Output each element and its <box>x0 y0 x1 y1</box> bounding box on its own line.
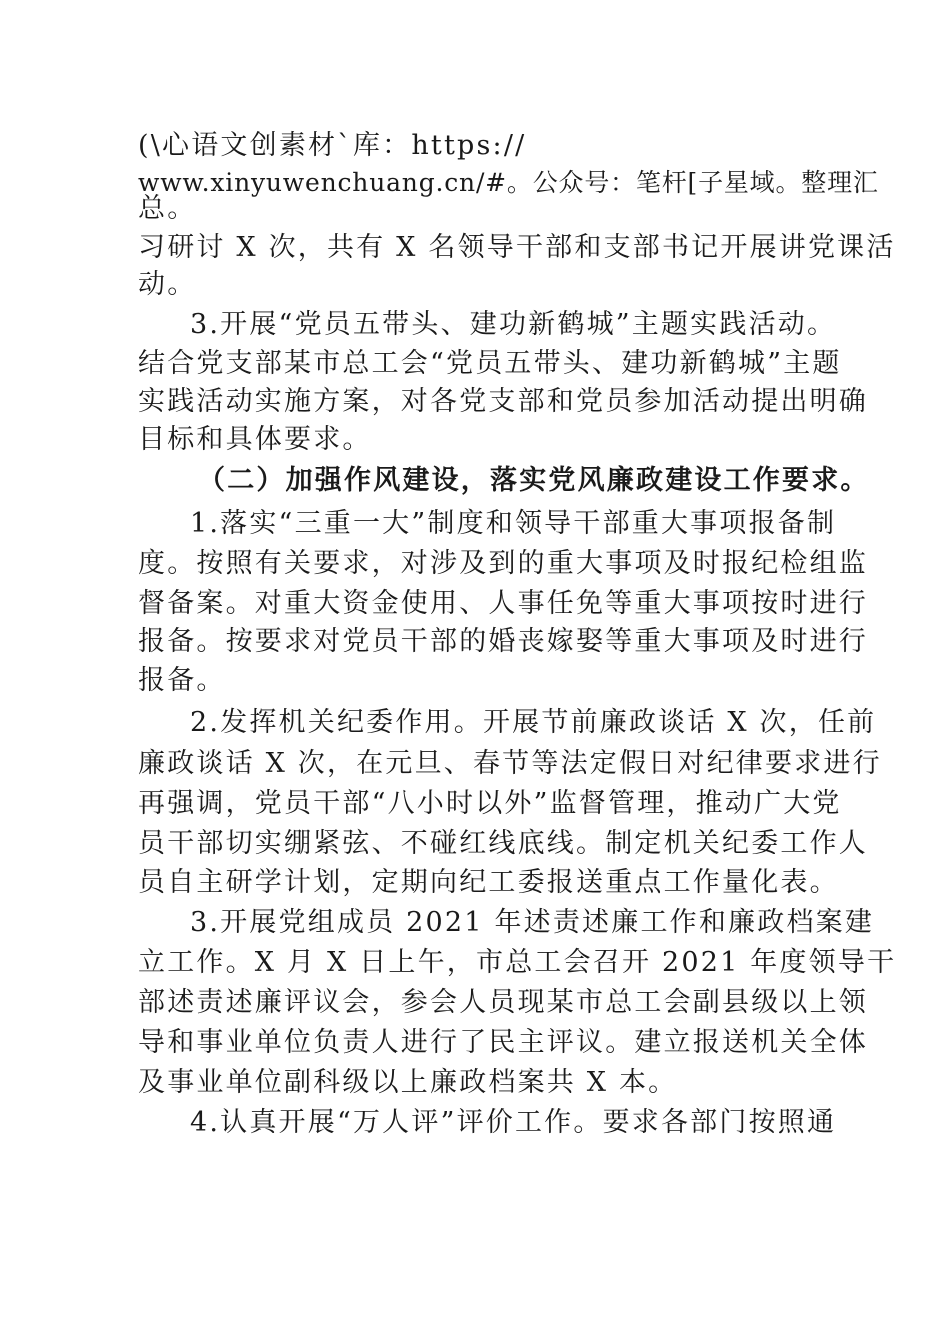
body-line: 廉政谈话 X 次，在元旦、春节等法定假日对纪律要求进行 <box>138 748 882 779</box>
body-line: 目标和具体要求。 <box>138 424 372 455</box>
body-line: 报备。 <box>138 665 226 696</box>
body-line: 4.认真开展“万人评”评价工作。要求各部门按照通 <box>190 1107 837 1138</box>
body-line: 员自主研学计划，定期向纪工委报送重点工作量化表。 <box>138 867 839 898</box>
watermark-line: www.xinyuwenchuang.cn/#。公众号：笔杆[子星域。整理汇 <box>138 168 879 197</box>
body-line: 员干部切实绷紧弦、不碰红线底线。制定机关纪委工作人 <box>138 828 868 859</box>
body-line: 2.发挥机关纪委作用。开展节前廉政谈话 X 次，任前 <box>190 707 877 738</box>
body-line: 结合党支部某市总工会“党员五带头、建功新鹤城”主题 <box>138 348 842 379</box>
body-line: 导和事业单位负责人进行了民主评议。建立报送机关全体 <box>138 1027 868 1058</box>
body-line: 1.落实“三重一大”制度和领导干部重大事项报备制 <box>190 508 837 539</box>
body-line: 3.开展党组成员 2021 年述责述廉工作和廉政档案建 <box>190 907 875 938</box>
body-line: 及事业单位副科级以上廉政档案共 X 本。 <box>138 1067 678 1098</box>
body-line: 实践活动实施方案，对各党支部和党员参加活动提出明确 <box>138 386 868 417</box>
body-line: 度。按照有关要求，对涉及到的重大事项及时报纪检组监 <box>138 548 868 579</box>
body-line: 督备案。对重大资金使用、人事任免等重大事项按时进行 <box>138 588 868 619</box>
watermark-line: 总。 <box>138 193 197 224</box>
body-line: 再强调，党员干部“八小时以外”监督管理，推动广大党 <box>138 788 842 819</box>
body-line: 动。 <box>138 269 197 300</box>
section-heading: （二）加强作风建设，落实党风廉政建设工作要求。 <box>198 465 870 496</box>
body-line: 部述责述廉评议会，参会人员现某市总工会副县级以上领 <box>138 987 868 1018</box>
body-line: 立工作。X 月 X 日上午，市总工会召开 2021 年度领导干 <box>138 947 897 978</box>
body-line: 习研讨 X 次，共有 X 名领导干部和支部书记开展讲党课活 <box>138 232 896 263</box>
watermark-line: (\心语文创素材`库：https:// <box>138 130 527 161</box>
body-line: 报备。按要求对党员干部的婚丧嫁娶等重大事项及时进行 <box>138 626 868 657</box>
body-line: 3.开展“党员五带头、建功新鹤城”主题实践活动。 <box>190 309 837 340</box>
